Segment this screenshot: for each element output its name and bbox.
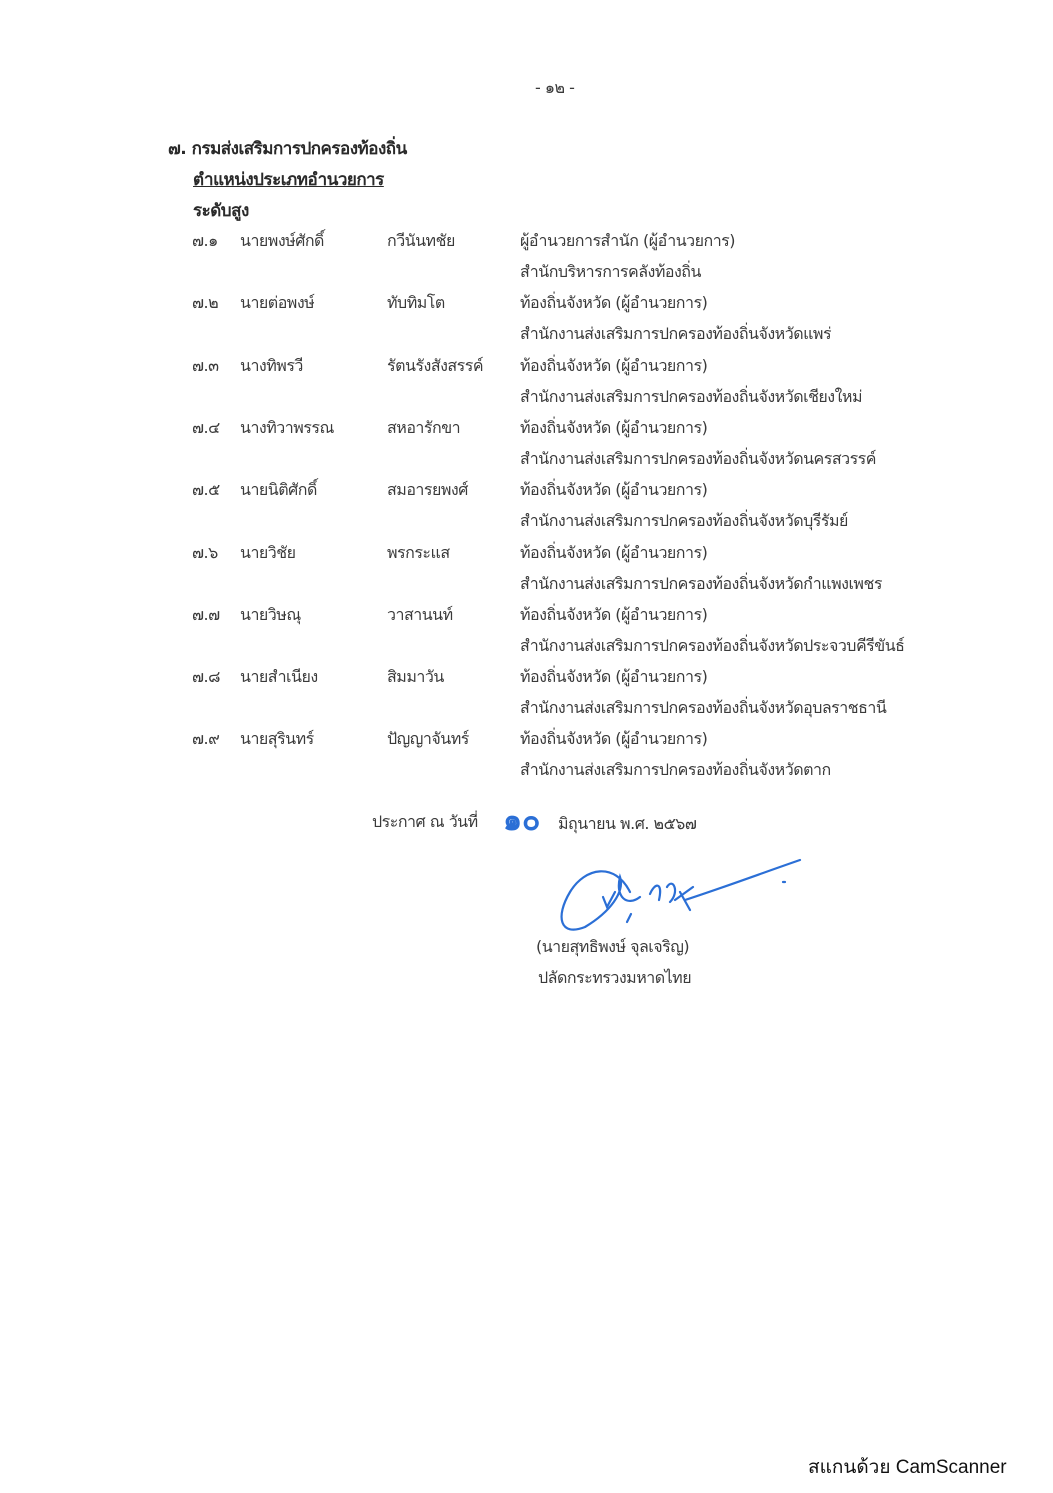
handwritten-day: ๑๐	[503, 803, 541, 838]
entry-pos2: สำนักงานส่งเสริมการปกครองท้องถิ่นจังหวัดนครสวรรค์	[520, 448, 876, 468]
entry-no: ๗.๘	[192, 667, 220, 687]
signature	[555, 852, 805, 937]
entry-no: ๗.๓	[192, 355, 219, 375]
section-title: ๗. กรมส่งเสริมการปกครองท้องถิ่น	[168, 139, 407, 159]
entry-pos1: ท้องถิ่นจังหวัด (ผู้อำนวยการ)	[520, 417, 708, 437]
entry-first: นายวิชัย	[240, 542, 296, 562]
entry-pos1: ท้องถิ่นจังหวัด (ผู้อำนวยการ)	[520, 729, 708, 749]
entry-pos1: ท้องถิ่นจังหวัด (ผู้อำนวยการ)	[520, 542, 708, 562]
entry-no: ๗.๙	[192, 729, 220, 749]
entry-first: นายสำเนียง	[240, 667, 318, 687]
entry-pos1: ท้องถิ่นจังหวัด (ผู้อำนวยการ)	[520, 355, 708, 375]
entry-pos2: สำนักงานส่งเสริมการปกครองท้องถิ่นจังหวัดแพร่	[520, 324, 832, 344]
entry-last: กวีนันทชัย	[387, 231, 455, 250]
position-type-heading: ตำแหน่งประเภทอำนวยการ	[193, 170, 384, 190]
entry-last: สิมมาวัน	[387, 667, 444, 687]
signatory-title: ปลัดกระทรวงมหาดไทย	[538, 968, 692, 987]
entry-pos2: สำนักงานส่งเสริมการปกครองท้องถิ่นจังหวัดกำแพงเพชร	[520, 573, 882, 593]
entry-last: ทับทิมโต	[387, 293, 445, 313]
entry-pos2: สำนักงานส่งเสริมการปกครองท้องถิ่นจังหวัดบุรีรัมย์	[520, 511, 848, 531]
entry-no: ๗.๕	[192, 480, 220, 500]
entry-first: นายวิษณุ	[240, 604, 301, 624]
entry-last: พรกระแส	[387, 542, 450, 562]
entry-pos2: สำนักงานส่งเสริมการปกครองท้องถิ่นจังหวัดประจวบคีรีขันธ์	[520, 635, 905, 655]
entry-last: สมอารยพงศ์	[387, 480, 468, 500]
entry-last: วาสานนท์	[387, 604, 453, 624]
entry-first: นางทิวาพรรณ	[240, 417, 334, 437]
signatory-name: (นายสุทธิพงษ์ จุลเจริญ)	[536, 937, 690, 956]
entry-first: นายต่อพงษ์	[240, 293, 315, 313]
entry-pos1: ผู้อำนวยการสำนัก (ผู้อำนวยการ)	[520, 231, 736, 250]
entry-pos1: ท้องถิ่นจังหวัด (ผู้อำนวยการ)	[520, 604, 708, 624]
entry-pos2: สำนักงานส่งเสริมการปกครองท้องถิ่นจังหวัดตาก	[520, 760, 831, 780]
entry-last: รัตนรังสังสรรค์	[387, 355, 484, 375]
entry-no: ๗.๑	[192, 231, 218, 250]
entry-no: ๗.๖	[192, 542, 218, 562]
entry-pos2: สำนักบริหารการคลังท้องถิ่น	[520, 262, 701, 281]
camscanner-footer: สแกนด้วย CamScanner	[808, 1457, 1007, 1478]
entry-no: ๗.๒	[192, 293, 219, 313]
entry-pos2: สำนักงานส่งเสริมการปกครองท้องถิ่นจังหวัดอุบลราชธานี	[520, 698, 887, 718]
entry-first: นางทิพรวี	[240, 355, 303, 375]
entry-first: นายสุรินทร์	[240, 729, 314, 749]
entry-pos1: ท้องถิ่นจังหวัด (ผู้อำนวยการ)	[520, 293, 708, 313]
entry-last: ปัญญาจันทร์	[387, 729, 469, 749]
entry-first: นายพงษ์ศักดิ์	[240, 231, 324, 250]
entry-no: ๗.๔	[192, 417, 220, 437]
entry-first: นายนิติศักดิ์	[240, 480, 317, 500]
announcement-suffix: มิถุนายน พ.ศ. ๒๕๖๗	[558, 814, 697, 833]
page-number: - ๑๒ -	[535, 78, 575, 97]
entry-pos2: สำนักงานส่งเสริมการปกครองท้องถิ่นจังหวัดเชียงใหม่	[520, 386, 863, 406]
entry-last: สหอารักขา	[387, 417, 461, 437]
level-heading: ระดับสูง	[193, 201, 249, 221]
entry-no: ๗.๗	[192, 604, 220, 624]
entry-pos1: ท้องถิ่นจังหวัด (ผู้อำนวยการ)	[520, 480, 708, 500]
entry-pos1: ท้องถิ่นจังหวัด (ผู้อำนวยการ)	[520, 667, 708, 687]
announcement-prefix: ประกาศ ณ วันที่	[372, 812, 478, 831]
